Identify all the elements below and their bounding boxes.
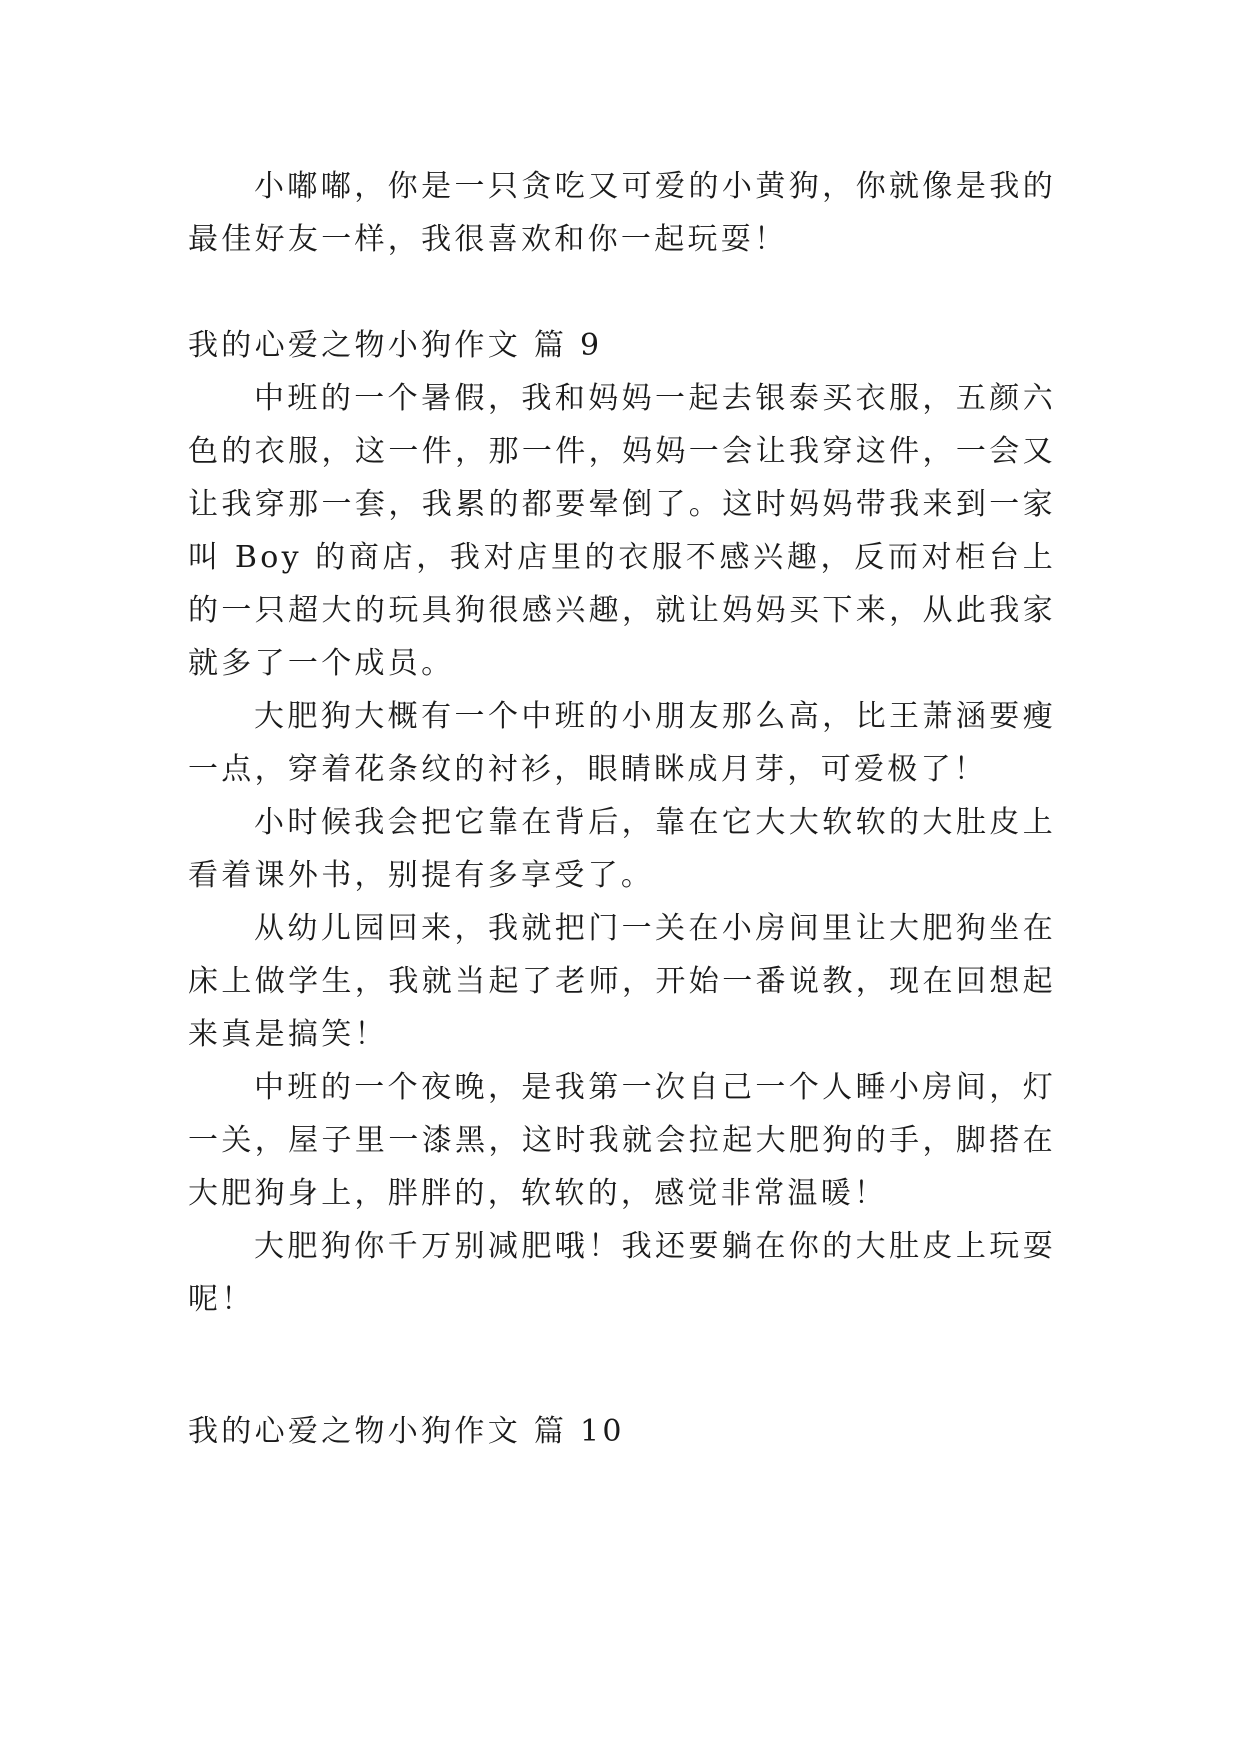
section-9-paragraph-6: 大肥狗你千万别减肥哦！我还要躺在你的大肚皮上玩耍呢！: [188, 1229, 1056, 1317]
section-9-paragraph-1: 中班的一个暑假，我和妈妈一起去银泰买衣服，五颜六色的衣服，这一件，那一件，妈妈一会让我穿这件，一会又让我穿那一套，我累的都要晕倒了。这时妈妈带我来到一家叫 Boy 的商店，我对店里的衣服不感兴趣，反而对柜台上的一只超大的玩具狗很感兴趣，就让妈妈买下来，从此我家就多了一个成员。: [188, 381, 1056, 681]
section-10-heading: 我的心爱之物小狗作文 篇 10: [188, 1414, 625, 1449]
section-9-paragraph-3: 小时候我会把它靠在背后，靠在它大大软软的大肚皮上看着课外书，别提有多享受了。: [188, 805, 1056, 893]
section-9-paragraph-2: 大肥狗大概有一个中班的小朋友那么高，比王萧涵要瘦一点，穿着花条纹的衬衫，眼睛眯成月芽，可爱极了！: [188, 699, 1056, 787]
section-9-heading: 我的心爱之物小狗作文 篇 9: [188, 328, 603, 363]
opening-paragraph: 小嘟嘟，你是一只贪吃又可爱的小黄狗，你就像是我的最佳好友一样，我很喜欢和你一起玩耍！: [188, 169, 1056, 257]
section-9-paragraph-5: 中班的一个夜晚，是我第一次自己一个人睡小房间，灯一关，屋子里一漆黑，这时我就会拉起大肥狗的手，脚搭在大肥狗身上，胖胖的，软软的，感觉非常温暖！: [188, 1070, 1056, 1211]
document-body: [188, 160, 1056, 1458]
section-9-paragraph-4: 从幼儿园回来，我就把门一关在小房间里让大肥狗坐在床上做学生，我就当起了老师，开始一番说教，现在回想起来真是搞笑！: [188, 911, 1056, 1052]
